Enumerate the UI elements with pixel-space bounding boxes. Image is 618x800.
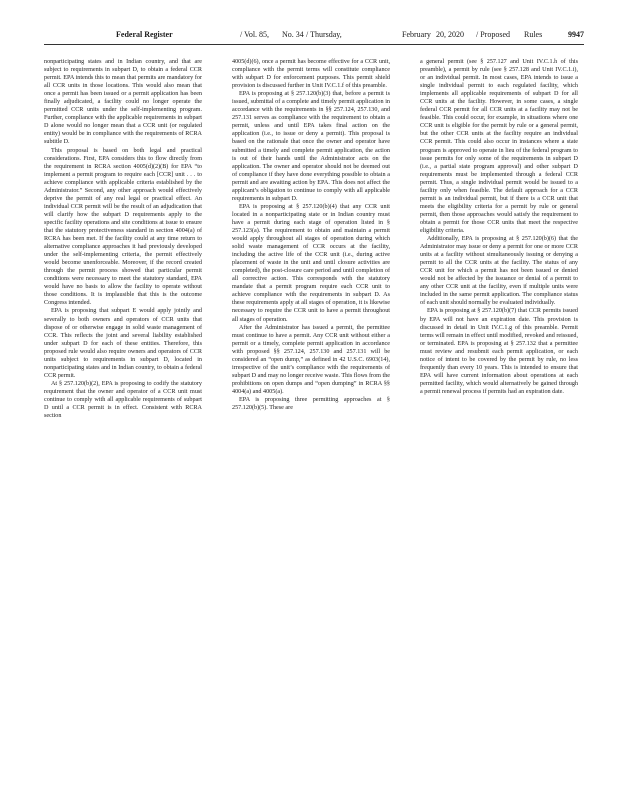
section-label: / Proposed bbox=[476, 30, 510, 39]
page-header bbox=[44, 30, 584, 44]
paragraph: EPA is proposing that subpart E would apply jointly and severally to both owners and operators of CCR units that dispose of or otherwise engage in solid waste management of CCR. This reflects the joint and several liability established under subpart D for each of these entities. Therefore, this proposed rule would also require owners and operators of CCR units subject to requirements in subpart D, located in nonparticipating states and in Indian country, to obtain a federal CCR permit. bbox=[44, 308, 202, 379]
paragraph: EPA is proposing three permitting approaches at § 257.120(b)(5). These are bbox=[232, 396, 390, 412]
page-number: 9947 bbox=[568, 30, 584, 39]
text-column-middle bbox=[232, 58, 390, 758]
paragraph: a general permit (see § 257.127 and Unit IV.C.1.h of this preamble), a permit by rule (see § 257.128 and Unit IV.C.1.i), or an individual permit. In most cases, EPA intends to issue a single individual permit to each regulated facility, which implements all applicable requirements of subpart D for all CCR units at the facility. However, in some cases, a single federal CCR permit for all CCR units at a facility may not be feasible. This could occur, for example, in situations where one CCR unit is eligible for the permit by rule or a general permit, but the other CCR units at the facility require an individual CCR permit. This could also occur in instances where a state program is approved to operate in lieu of the federal program to issue permits for only some of the requirements in subpart D (i.e., a partial state program approval) and other subpart D requirements must be implemented through a federal CCR permit. Thus, a single individual permit would be issued to a facility only when feasible. The default approach for a CCR permit is an individual permit, but if there is a CCR unit that meets the eligibility criteria for a permit by rule or general permit, then those approaches would satisfy the requirement to obtain a permit for those CCR units that meet the respective eligibility criteria. bbox=[420, 59, 578, 234]
volume-label: / Vol. 85, bbox=[240, 30, 270, 39]
date: 20, 2020 bbox=[436, 30, 464, 39]
paragraph: EPA is proposing at § 257.120(b)(4) that any CCR unit located in a nonparticipating state or in Indian country must have a permit during each stage of operation listed in § 257.123(a). The requirement to obtain and maintain a permit would apply throughout all stages of operation during which solid waste management of CCR occurs at the facility, including the active life of the CCR unit (i.e., during active placement of waste in the unit and until closure activities are completed), the post-closure care period and until completion of all corrective action. This corresponds with the statutory mandate that a permit program require each CCR unit to achieve compliance with the requirements in subpart D. As these requirements apply at all stages of operation, it is likewise necessary to require the CCR unit to have a permit throughout all stages of operation. bbox=[232, 203, 390, 323]
month: February bbox=[402, 30, 431, 39]
publication-title: Federal Register bbox=[116, 30, 173, 39]
header-rule bbox=[44, 44, 584, 45]
paragraph: nonparticipating states and in Indian country, and that are subject to requirements in subpart D, to obtain a federal CCR permit. EPA intends this to mean that permits are mandatory for all CCR units in those locations. This would also mean that once a permit has been issued or a permit application has been finally adjudicated, a facility could no longer operate the permitted CCR units under the self-implementing program. Further, compliance with the applicable requirements in subpart D alone would no longer mean that a CCR unit (or regulated entity) would be in compliance with the requirements of RCRA subtitle D. bbox=[44, 59, 202, 146]
paragraph: 4005(d)(6), once a permit has become effective for a CCR unit, compliance with the permit terms will constitute compliance with subpart D for enforcement purposes. This permit shield provision is discussed further in Unit IV.C.1.f of this preamble. bbox=[232, 59, 390, 90]
paragraph: EPA is proposing at § 257.120(b)(3) that, before a permit is issued, submittal of a complete and timely permit application in accordance with the requirements in §§ 257.124, 257.130, and 257.131 serves as compliance with the requirement to obtain a permit, unless and until EPA takes final action on the application (i.e., to issue or deny a permit). This proposal is based on the rationale that once the owner and operator have submitted a timely and complete permit application, the action is out of their hands until the Administrator acts on the application. The owner and operator should not be deemed out of compliance if they have done everything possible to obtain a permit and are awaiting action by EPA. This does not affect the applicant’s obligation to continue to comply with all applicable requirements in subpart D. bbox=[232, 91, 390, 202]
paragraph: EPA is proposing at § 257.120(b)(7) that CCR permits issued by EPA will not have an expiration date. This provision is discussed in detail in Unit IV.C.1.g of this preamble. Permit terms will remain in effect until modified, revoked and reissued, or terminated. EPA is proposing at § 257.132 that a permittee must review and resubmit each permit application, or each notice of intent to be covered by the permit by rule, no less frequently than every 10 years. This is intended to ensure that EPA will have current information about operations at each permitted facility, which would alternatively be gained through a permit renewal process if permits had an expiration date. bbox=[420, 308, 578, 395]
paragraph: Additionally, EPA is proposing at § 257.120(b)(6) that the Administrator may issue or deny a permit for one or more CCR units at a facility without simultaneously issuing or denying a permit to all the CCR units at the facility. The status of any CCR unit for which a permit has not been issued or denied would not be affected by the issuance or denial of a permit to any other CCR unit at the facility, even if multiple units were included in the same permit application. The compliance status of each unit should normally be evaluated individually. bbox=[420, 236, 578, 307]
text-column-right bbox=[420, 58, 578, 758]
paragraph: At § 257.120(b)(2), EPA is proposing to codify the statutory requirement that the owner and operator of a CCR unit must continue to comply with all applicable requirements of subpart D until a CCR permit is in effect. Consistent with RCRA section bbox=[44, 380, 202, 420]
paragraph: This proposal is based on both legal and practical considerations. First, EPA considers this to flow directly from the requirement in RCRA section 4005(d)(2)(B) for EPA “to implement a permit program to require each [CCR] unit . . . to achieve compliance with applicable criteria established by the Administrator.” Second, any other approach would effectively deprive the permit of any real legal or practical effect. An individual CCR permit will be the result of an adjudication that will clarify how the subpart D requirements apply to the specific facility operations and site conditions at issue to ensure that the statutory protectiveness standard in section 4004(a) of RCRA has been met. If the facility could at any time return to alternative compliance approaches it had previously developed under the self-implementing criteria, the permit effectively would become unenforceable. Moreover, if the record created through the permit process showed that particular permit conditions were necessary to meet the statutory standard, EPA would have no basis to allow the facility to operate without those conditions. It is implausible that this is the outcome Congress intended. bbox=[44, 147, 202, 307]
paragraph: After the Administrator has issued a permit, the permittee must continue to have a permit. Any CCR unit without either a permit or a timely, complete permit application in accordance with proposed §§ 257.124, 257.130 and 257.131 will be considered an “open dump,” as defined in 42 U.S.C. 6903(14), irrespective of the unit’s compliance with the requirements of subpart D and may no longer receive waste. This flows from the prohibitions on open dumps and “open dumping” in RCRA §§ 4004(a) and 4005(a). bbox=[232, 324, 390, 395]
text-column-left bbox=[44, 58, 202, 758]
weekday: / Thursday, bbox=[306, 30, 342, 39]
document-type: Rules bbox=[524, 30, 543, 39]
issue-number: No. 34 bbox=[282, 30, 304, 39]
